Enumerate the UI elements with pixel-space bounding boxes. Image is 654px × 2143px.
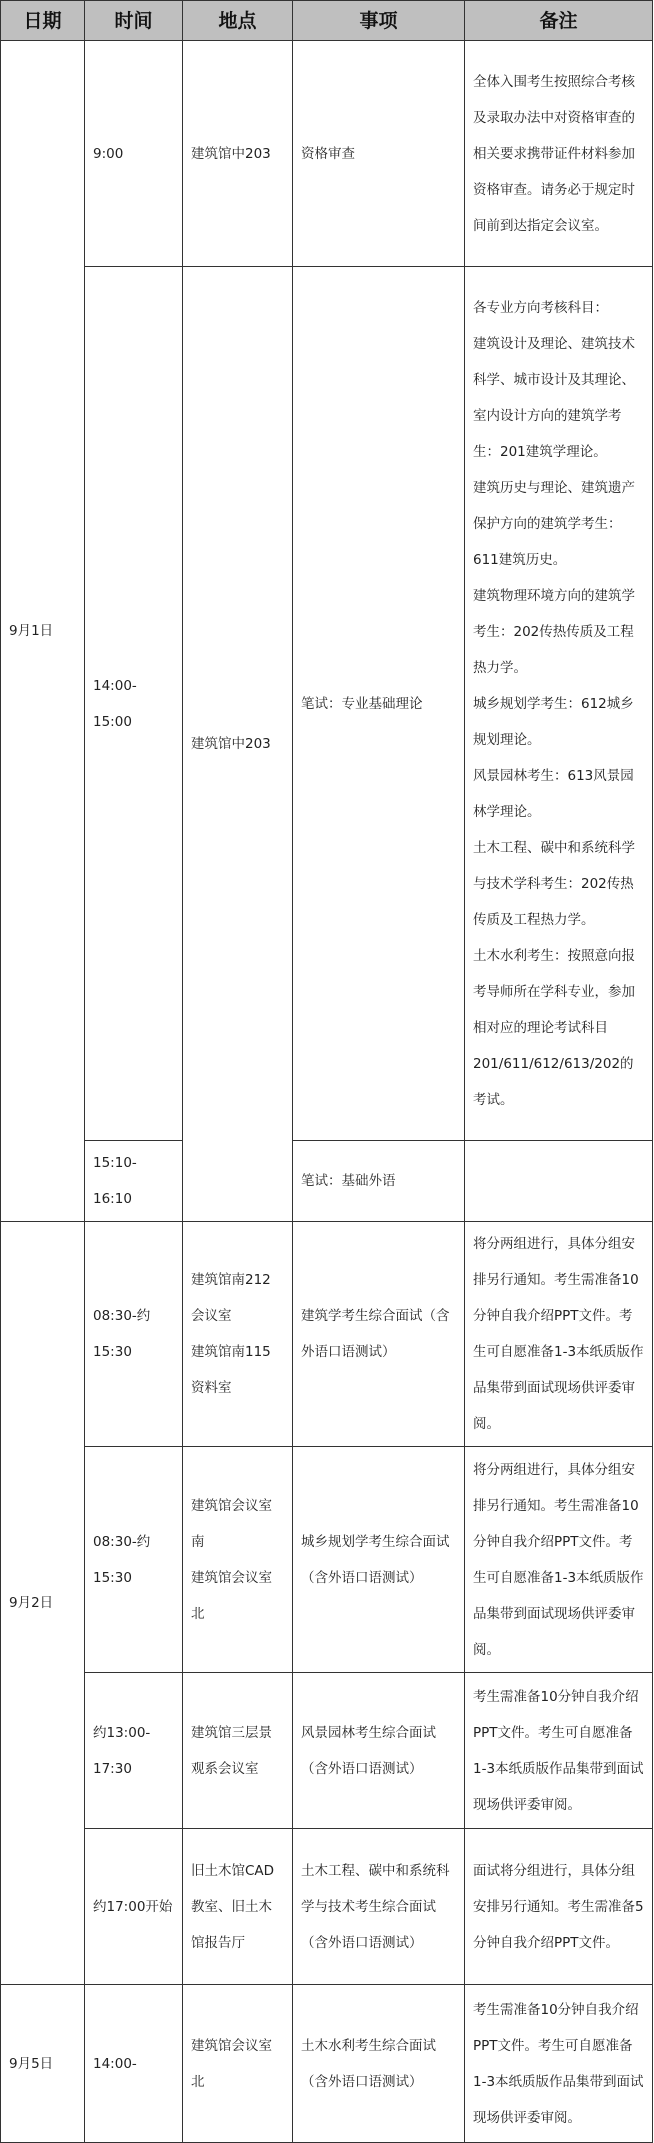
place-cell bbox=[183, 1829, 293, 1985]
time-cell: 08:30-约15:30 bbox=[85, 1447, 183, 1673]
note-paragraph: 考生需准备10分钟自我介绍PPT文件。考生可自愿准备1-3本纸质版作品集带到面试现场供评委审阅。 bbox=[473, 1688, 644, 1813]
date-cell: 9月2日 bbox=[1, 1222, 85, 1985]
time-cell: 14:00- bbox=[85, 1985, 183, 2143]
item-cell: 风景园林考生综合面试（含外语口语测试） bbox=[293, 1673, 465, 1829]
table-row bbox=[1, 1985, 653, 2143]
table-row bbox=[1, 41, 653, 267]
time-cell: 约17:00开始 bbox=[85, 1829, 183, 1985]
note-cell bbox=[465, 1829, 653, 1985]
note-paragraph: 土木工程、碳中和系统科学与技术学科考生：202传热传质及工程热力学。 bbox=[473, 839, 635, 928]
note-cell bbox=[465, 267, 653, 1141]
place-line: 旧土木馆CAD教室、旧土木馆报告厅 bbox=[191, 1862, 275, 1951]
place-line: 建筑馆会议室北 bbox=[191, 2037, 272, 2090]
place-line: 建筑馆会议室南 bbox=[191, 1497, 272, 1550]
header-place: 地点 bbox=[183, 1, 293, 41]
header-row bbox=[1, 1, 653, 41]
place-cell bbox=[183, 1222, 293, 1447]
place-cell bbox=[183, 1447, 293, 1673]
note-cell bbox=[465, 1447, 653, 1673]
note-paragraph: 各专业方向考核科目： bbox=[473, 299, 608, 316]
note-paragraph: 全体入围考生按照综合考核及录取办法中对资格审查的相关要求携带证件材料参加资格审查。请务必于规定时间前到达指定会议室。 bbox=[473, 73, 635, 234]
table-row bbox=[1, 1222, 653, 1447]
table-row bbox=[1, 1141, 653, 1222]
place-line: 建筑馆南212会议室 bbox=[191, 1272, 271, 1324]
item-cell: 建筑学考生综合面试（含外语口语测试） bbox=[293, 1222, 465, 1447]
note-cell bbox=[465, 41, 653, 267]
place-cell: 建筑馆中203 bbox=[183, 267, 293, 1222]
note-paragraph: 风景园林考生：613风景园林学理论。 bbox=[473, 767, 634, 820]
time-cell: 08:30-约15:30 bbox=[85, 1222, 183, 1447]
item-cell: 笔试：专业基础理论 bbox=[293, 267, 465, 1141]
header-time: 时间 bbox=[85, 1, 183, 41]
note-cell bbox=[465, 1673, 653, 1829]
time-cell: 约13:00-17:30 bbox=[85, 1673, 183, 1829]
note-paragraph: 城乡规划学考生：612城乡规划理论。 bbox=[473, 695, 634, 748]
date-cell: 9月1日 bbox=[1, 41, 85, 1222]
place-cell bbox=[183, 1985, 293, 2143]
header-note: 备注 bbox=[465, 1, 653, 41]
item-cell: 笔试：基础外语 bbox=[293, 1141, 465, 1222]
note-paragraph: 考生需准备10分钟自我介绍PPT文件。考生可自愿准备1-3本纸质版作品集带到面试现场供评委审阅。 bbox=[473, 2001, 644, 2126]
table-row bbox=[1, 1447, 653, 1673]
note-paragraph: 将分两组进行，具体分组安排另行通知。考生需准备10分钟自我介绍PPT文件。考生可自愿准备1-3本纸质版作品集带到面试现场供评委审阅。 bbox=[473, 1236, 644, 1432]
note-paragraph: 面试将分组进行，具体分组安排另行通知。考生需准备5分钟自我介绍PPT文件。 bbox=[473, 1862, 644, 1951]
note-cell bbox=[465, 1141, 653, 1222]
note-paragraph: 建筑物理环境方向的建筑学考生：202传热传质及工程热力学。 bbox=[473, 587, 635, 676]
table-row bbox=[1, 1673, 653, 1829]
note-paragraph: 建筑历史与理论、建筑遗产保护方向的建筑学考生：611建筑历史。 bbox=[473, 479, 635, 568]
place-cell: 建筑馆中203 bbox=[183, 41, 293, 267]
place-cell bbox=[183, 1673, 293, 1829]
note-cell bbox=[465, 1222, 653, 1447]
time-cell: 15:10-16:10 bbox=[85, 1141, 183, 1222]
header-item: 事项 bbox=[293, 1, 465, 41]
table-row bbox=[1, 267, 653, 1141]
place-line: 建筑馆南115资料室 bbox=[191, 1344, 271, 1396]
place-line: 建筑馆会议室北 bbox=[191, 1569, 272, 1622]
item-cell: 土木工程、碳中和系统科学与技术考生综合面试（含外语口语测试） bbox=[293, 1829, 465, 1985]
place-line: 建筑馆三层景观系会议室 bbox=[191, 1724, 272, 1777]
item-cell: 资格审查 bbox=[293, 41, 465, 267]
time-cell: 14:00-15:00 bbox=[85, 267, 183, 1141]
note-paragraph: 土木水利考生：按照意向报考导师所在学科专业，参加相对应的理论考试科目201/611/612/613/202的考试。 bbox=[473, 947, 635, 1108]
item-cell: 土木水利考生综合面试（含外语口语测试） bbox=[293, 1985, 465, 2143]
item-cell: 城乡规划学考生综合面试（含外语口语测试） bbox=[293, 1447, 465, 1673]
note-paragraph: 建筑设计及理论、建筑技术科学、城市设计及其理论、室内设计方向的建筑学考生：201建筑学理论。 bbox=[473, 335, 635, 460]
note-cell bbox=[465, 1985, 653, 2143]
time-cell: 9:00 bbox=[85, 41, 183, 267]
note-paragraph: 将分两组进行，具体分组安排另行通知。考生需准备10分钟自我介绍PPT文件。考生可自愿准备1-3本纸质版作品集带到面试现场供评委审阅。 bbox=[473, 1461, 644, 1658]
header-date: 日期 bbox=[1, 1, 85, 41]
table-row bbox=[1, 1829, 653, 1985]
date-cell: 9月5日 bbox=[1, 1985, 85, 2143]
